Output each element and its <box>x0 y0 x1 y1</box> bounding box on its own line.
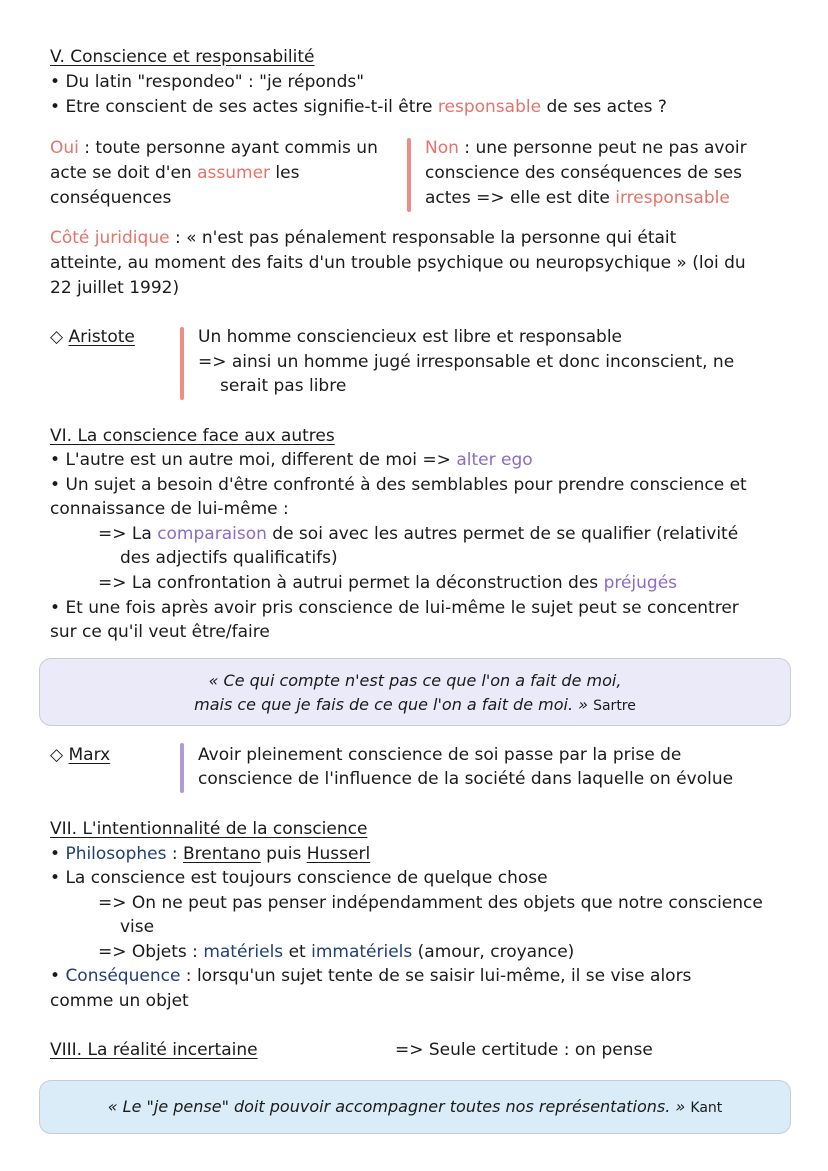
aristote-line-1: Un homme consciencieux est libre et responsable <box>198 327 623 347</box>
consequence-label: Conséquence <box>65 966 181 986</box>
section-6-title: VI. La conscience face aux autres <box>50 426 335 446</box>
non-line-1 <box>425 136 747 160</box>
oui-non-divider <box>407 138 411 212</box>
husserl: Husserl <box>306 844 371 864</box>
kant-quote-text: « Le "je pense" doit pouvoir accompagner toutes nos représentations. » <box>107 1097 686 1116</box>
s6-a2-highlight: préjugés <box>603 573 678 593</box>
s6-arrow-2 <box>98 571 677 595</box>
s8-side-note: => Seule certitude : on pense <box>395 1040 653 1060</box>
marx-line-1: Avoir pleinement conscience de soi passe par la prise de <box>198 745 682 765</box>
marx-bar <box>180 743 184 793</box>
s7-b1-mid: puis <box>260 844 307 864</box>
section-5-title: V. Conscience et responsabilité <box>50 47 315 67</box>
marx-heading <box>50 743 110 767</box>
kant-author: Kant <box>690 1100 723 1116</box>
immateriels: immatériels <box>311 942 413 962</box>
s6-b1-pre: L'autre est un autre moi, different de moi => <box>65 450 457 470</box>
s7-arrow-2 <box>98 940 574 964</box>
s7-bullet-3: • Conséquence : lorsqu'un sujet tente de se saisir lui-même, il se vise alors <box>50 966 692 986</box>
oui-text-1: : toute personne ayant commis un <box>78 138 378 158</box>
diamond-icon: ◇ <box>50 327 64 347</box>
s7-bullet-3-cont: comme un objet <box>50 991 189 1011</box>
sartre-quote-line-1: « Ce qui compte n'est pas ce que l'on a fait de moi, <box>208 671 622 690</box>
s7-a2-mid: et <box>283 942 312 962</box>
s7-b2-text: La conscience est toujours conscience de quelque chose <box>65 868 548 888</box>
s6-bullet-1: • L'autre est un autre moi, different de moi => alter ego <box>50 450 533 470</box>
s6-arrow-1 <box>98 522 738 546</box>
sartre-quote-line-2 <box>40 693 790 718</box>
aristote-line-3: serait pas libre <box>220 376 347 396</box>
s6-a1-post: de soi avec les autres permet de se qualifier (relativité <box>266 524 739 544</box>
s5-bullet-2: • Etre conscient de ses actes signifie-t-il être responsable de ses actes ? <box>50 97 667 117</box>
s6-bullet-2: • Un sujet a besoin d'être confronté à des semblables pour prendre conscience et <box>50 475 747 495</box>
s7-b3-text-1: : lorsqu'un sujet tente de se saisir lui-même, il se vise alors <box>180 966 692 986</box>
sartre-quote-box <box>39 658 791 726</box>
s6-arrow-1-cont: des adjectifs qualificatifs) <box>120 548 338 568</box>
oui-l2-highlight: assumer <box>197 163 271 183</box>
s6-bullet-2-cont: connaissance de lui-même : <box>50 499 289 519</box>
oui-line-1 <box>50 136 378 160</box>
non-l3-highlight: irresponsable <box>615 188 730 208</box>
s6-b1-highlight: alter ego <box>456 450 533 470</box>
s5-b1-text: Du latin "respondeo" : "je réponds" <box>65 72 365 92</box>
aristote-bar <box>180 327 184 400</box>
s7-arrow-1: => On ne peut pas penser indépendamment des objets que notre conscience <box>98 893 763 913</box>
s5-b2-post: de ses actes ? <box>541 97 667 117</box>
s5-b2-highlight: responsable <box>437 97 542 117</box>
oui-label: Oui <box>50 138 79 158</box>
sartre-author: Sartre <box>593 698 636 714</box>
oui-l2-post: les <box>270 163 300 183</box>
juridique-text-1: : « n'est pas pénalement responsable la personne qui était <box>169 228 677 248</box>
s6-b2-text-1: Un sujet a besoin d'être confronté à des semblables pour prendre conscience et <box>65 475 747 495</box>
s7-b1-sep: : <box>166 844 183 864</box>
marx-line-2: conscience de l'influence de la société dans laquelle on évolue <box>198 769 734 789</box>
s6-b3-text-1: Et une fois après avoir pris conscience de lui-même le sujet peut se concentrer <box>65 598 739 618</box>
s5-b2-pre: Etre conscient de ses actes signifie-t-il être <box>65 97 438 117</box>
philosophes-label: Philosophes <box>65 844 167 864</box>
s7-a2-pre: => Objets : <box>98 942 204 962</box>
juridique-label: Côté juridique <box>50 228 170 248</box>
section-7-title: VII. L'intentionnalité de la conscience <box>50 819 368 839</box>
s7-arrow-1-cont: vise <box>120 917 155 937</box>
non-text-1: : une personne peut ne pas avoir <box>458 138 747 158</box>
oui-line-3: conséquences <box>50 188 172 208</box>
s6-a2-pre: => La confrontation à autrui permet la déconstruction des <box>98 573 604 593</box>
non-l3-pre: actes => elle est dite <box>425 188 616 208</box>
aristote-heading <box>50 325 135 349</box>
juridique-line-2: atteinte, au moment des faits d'un trouble psychique ou neuropsychique » (loi du <box>50 253 746 273</box>
aristote-name: Aristote <box>68 327 135 347</box>
s6-bullet-3-cont: sur ce qu'il veut être/faire <box>50 622 270 642</box>
diamond-icon: ◇ <box>50 745 64 765</box>
marx-name: Marx <box>68 745 111 765</box>
sartre-quote-text-2: mais ce que je fais de ce que l'on a fait de moi. » <box>194 695 588 714</box>
kant-quote-box <box>39 1080 791 1134</box>
non-label: Non <box>425 138 459 158</box>
s7-a2-post: (amour, croyance) <box>412 942 575 962</box>
s6-a1-pre: => La <box>98 524 158 544</box>
brentano: Brentano <box>183 844 261 864</box>
non-line-3 <box>425 186 730 210</box>
aristote-line-2: => ainsi un homme jugé irresponsable et donc inconscient, ne <box>198 352 735 372</box>
juridique-line-1 <box>50 226 676 250</box>
non-line-2: conscience des conséquences de ses <box>425 163 742 183</box>
oui-l2-pre: acte se doit d'en <box>50 163 198 183</box>
s7-bullet-2: • La conscience est toujours conscience de quelque chose <box>50 868 548 888</box>
s6-a1-highlight: comparaison <box>157 524 267 544</box>
s7-bullet-1: • Philosophes : Brentano puis Husserl <box>50 844 371 864</box>
s6-bullet-3: • Et une fois après avoir pris conscience de lui-même le sujet peut se concentrer <box>50 598 739 618</box>
kant-quote-line <box>40 1095 790 1120</box>
oui-line-2 <box>50 161 299 185</box>
juridique-line-3: 22 juillet 1992) <box>50 278 180 298</box>
materiels: matériels <box>203 942 284 962</box>
section-8-title: VIII. La réalité incertaine <box>50 1040 258 1060</box>
s5-bullet-1: • Du latin "respondeo" : "je réponds" <box>50 72 365 92</box>
